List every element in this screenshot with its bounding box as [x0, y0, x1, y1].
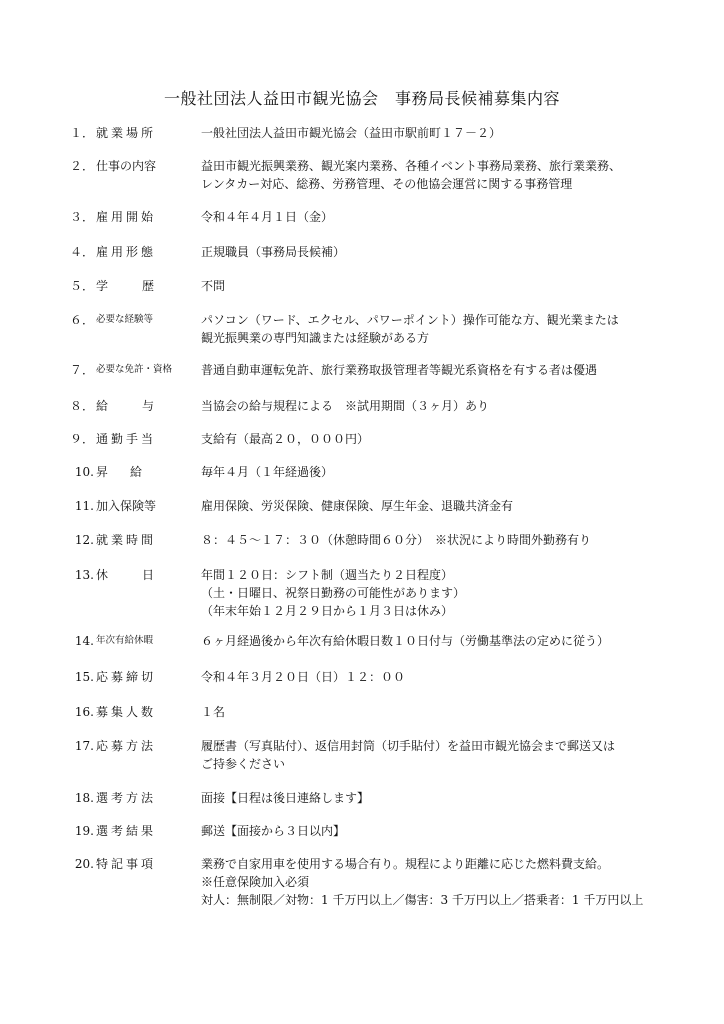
item-value-line: 正規職員（事務局長候補） — [201, 245, 346, 259]
item-value-line: 郵送【面接から３日以内】 — [201, 824, 346, 838]
item-label: 必要な免許・資格 — [96, 364, 173, 375]
item-number: ６． — [69, 313, 94, 327]
item-value — [201, 737, 681, 773]
item-label: 選考方法 — [96, 791, 157, 805]
item-value — [201, 243, 681, 261]
item-value — [201, 632, 681, 650]
item-value-line: 令和４年３月２０日（日）１２：００ — [201, 670, 406, 684]
item-value — [201, 208, 681, 226]
item-number: 11. — [74, 499, 94, 513]
item-value — [201, 497, 681, 515]
item-label: 就業場所 — [96, 126, 157, 140]
item-label: 仕事の内容 — [96, 159, 157, 173]
item-number: 15. — [74, 670, 94, 684]
item-value — [201, 361, 681, 379]
item-label: 募集人数 — [96, 705, 157, 719]
item-value — [201, 157, 681, 193]
item-value-line: （土・日曜日、祝祭日勤務の可能性があります） — [201, 586, 466, 600]
item-value — [201, 430, 681, 448]
item-number: ８． — [69, 399, 94, 413]
item-number: ９． — [69, 432, 94, 446]
page-title: 一般社団法人益田市観光協会 事務局長候補募集内容 — [163, 89, 560, 108]
item-number: ３． — [69, 210, 94, 224]
item-value — [201, 277, 681, 295]
item-number: ４． — [69, 245, 94, 259]
item-value-line: 一般社団法人益田市観光協会（益田市駅前町１７－２） — [201, 126, 502, 140]
item-value-line: 不問 — [201, 279, 226, 293]
item-value-line: 毎年４月（１年経過後） — [201, 465, 334, 479]
item-value-line: 観光振興業の専門知識または経験がある方 — [201, 331, 430, 345]
item-number: 13. — [74, 568, 94, 582]
item-label: 昇給 — [96, 465, 165, 479]
item-value-line: レンタカー対応、総務、労務管理、その他協会運営に関する事務管理 — [201, 177, 573, 191]
item-label: 加入保険等 — [96, 499, 157, 513]
item-label: 応募締切 — [96, 670, 157, 684]
item-number: 12. — [74, 533, 94, 547]
item-value — [201, 566, 681, 620]
item-number: 19. — [74, 824, 94, 838]
item-value-line: 面接【日程は後日連絡します】 — [201, 791, 370, 805]
item-value-line: パソコン（ワード、エクセル、パワーポイント）操作可能な方、観光業または — [201, 313, 619, 327]
item-number: ５． — [69, 279, 94, 293]
item-value — [201, 311, 681, 347]
item-value-line: 対人：無制限／対物：1 千万円以上／傷害：3 千万円以上／搭乗者：1 千万円以上 — [201, 893, 644, 907]
item-value-line: ６ヶ月経過後から年次有給休暇日数１０日付与（労働基準法の定めに従う） — [201, 634, 610, 648]
item-label: 応募方法 — [96, 739, 157, 753]
item-number: 20. — [74, 857, 94, 871]
item-value — [201, 124, 681, 142]
item-value — [201, 397, 681, 415]
item-value-line: 益田市観光振興業務、観光案内業務、各種イベント事務局業務、旅行業業務、 — [201, 159, 622, 173]
item-value-line: 年間１２０日：シフト制（週当たり２日程度） — [201, 568, 454, 582]
item-label: 雇用形態 — [96, 245, 157, 259]
item-number: 18. — [74, 791, 94, 805]
item-value-line: 雇用保険、労災保険、健康保険、厚生年金、退職共済金有 — [201, 499, 514, 513]
item-value-line: 業務で自家用車を使用する場合有り。規程により距離に応じた燃料費支給。 — [201, 857, 610, 871]
item-label: 通勤手当 — [96, 432, 157, 446]
item-number: 14. — [74, 634, 94, 648]
item-value-line: 当協会の給与規程による ※試用期間（３ヶ月）あり — [201, 399, 490, 413]
item-value — [201, 855, 681, 909]
item-number: 17. — [74, 739, 94, 753]
item-label: 年次有給休暇 — [96, 635, 154, 646]
item-label: 必要な経験等 — [96, 314, 154, 325]
item-value-line: ※任意保険加入必須 — [201, 875, 310, 889]
item-value-line: （年末年始１２月２９日から１月３日は休み） — [201, 604, 454, 618]
item-value — [201, 789, 681, 807]
item-value-line: 支給有（最高２０，０００円） — [201, 432, 370, 446]
item-label: 選考結果 — [96, 824, 157, 838]
item-label: 給与 — [96, 399, 189, 413]
item-label: 特記事項 — [96, 857, 157, 871]
item-value-line: ご持参ください — [201, 757, 286, 771]
item-number: 10. — [74, 465, 94, 479]
item-number: ２． — [69, 159, 94, 173]
item-value — [201, 463, 681, 481]
item-value-line: 履歴書（写真貼付）、返信用封筒（切手貼付）を益田市観光協会まで郵送又は — [201, 739, 616, 753]
item-label: 学歴 — [96, 279, 189, 293]
item-value-line: ８：４５～１７：３０（休憩時間６０分） ※状況により時間外勤務有り — [201, 533, 592, 547]
item-value-line: 普通自動車運転免許、旅行業務取扱管理者等観光系資格を有する者は優遇 — [201, 363, 598, 377]
item-value — [201, 668, 681, 686]
item-number: ７． — [69, 363, 94, 377]
item-number: 16. — [74, 705, 94, 719]
item-value — [201, 531, 681, 549]
item-value — [201, 703, 681, 721]
item-value-line: １名 — [201, 705, 226, 719]
item-label: 就業時間 — [96, 533, 157, 547]
item-label: 雇用開始 — [96, 210, 157, 224]
item-label: 休日 — [96, 568, 189, 582]
item-value — [201, 822, 681, 840]
item-value-line: 令和４年４月１日（金） — [201, 210, 334, 224]
item-number: １． — [69, 126, 94, 140]
